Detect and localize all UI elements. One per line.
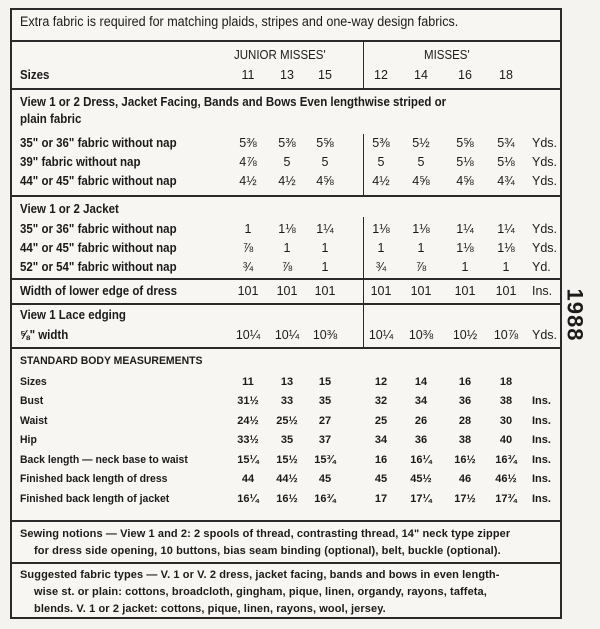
value-cell: 101	[314, 284, 336, 298]
fabric-width-label: 35" or 36" fabric without nap	[20, 222, 177, 236]
measurement-label: Waist	[20, 414, 48, 427]
body-measurements-title: STANDARD BODY MEASUREMENTS	[20, 355, 203, 367]
fabric-width-label: 52" or 54" fabric without nap	[20, 260, 177, 274]
value-cell: 1	[244, 222, 252, 236]
junior-misses-heading: JUNIOR MISSES'	[234, 48, 326, 62]
value-cell: 38	[499, 395, 513, 407]
value-cell: 101	[454, 284, 476, 298]
value-cell: 101	[410, 284, 432, 298]
body-sizes-label: Sizes	[20, 376, 47, 388]
value-cell: 16¾	[314, 492, 336, 505]
value-cell: 17¼	[410, 492, 432, 505]
unit-label: Ins.	[532, 414, 551, 427]
value-cell: 25½	[276, 414, 298, 427]
section-dress-title: View 1 or 2 Dress, Jacket Facing, Bands and Bows Even lengthwise striped or	[20, 95, 447, 109]
value-cell: 1⅛	[497, 241, 515, 255]
value-cell: 4⅝	[316, 174, 334, 188]
value-cell: 101	[237, 284, 259, 298]
size-cell: 12	[374, 68, 388, 82]
value-cell: 5⅜	[278, 136, 296, 150]
fabric-types-label: Suggested fabric types	[20, 569, 144, 581]
value-cell: 5	[321, 155, 329, 169]
measurement-label: Bust	[20, 395, 44, 407]
divider	[12, 88, 560, 90]
value-cell: 33½	[237, 434, 259, 446]
value-cell: 10¼	[235, 328, 261, 342]
unit-label: Ins.	[532, 434, 551, 446]
size-cell: 15	[318, 68, 332, 82]
fabric-width-label: 39" fabric without nap	[20, 155, 141, 169]
value-cell: ⅞	[415, 260, 427, 274]
size-cell: 18	[499, 376, 513, 388]
size-cell: 16	[458, 68, 472, 82]
value-cell: 34	[374, 434, 388, 446]
value-cell: 101	[370, 284, 392, 298]
section-lace-title: View 1 Lace edging	[20, 308, 126, 322]
value-cell: 1¼	[456, 222, 474, 236]
size-cell: 12	[374, 376, 388, 388]
value-cell: 1	[377, 241, 385, 255]
divider	[12, 520, 560, 522]
value-cell: 5⅜	[372, 136, 390, 150]
size-cell: 15	[318, 376, 332, 388]
value-cell: 1	[461, 260, 469, 274]
divider	[12, 195, 560, 197]
value-cell: ¾	[242, 260, 254, 274]
value-cell: ⅞	[281, 260, 293, 274]
value-cell: 4¾	[497, 174, 515, 188]
value-cell: 46	[458, 473, 472, 485]
sewing-notions	[20, 526, 556, 560]
fabric-types	[20, 567, 556, 618]
section-jacket-title: View 1 or 2 Jacket	[20, 202, 119, 216]
yardage-chart	[10, 8, 562, 619]
value-cell: ⅞	[242, 241, 254, 255]
value-cell: 1⅛	[278, 222, 296, 236]
value-cell: 4½	[372, 174, 390, 188]
sizes-label: Sizes	[20, 68, 50, 82]
value-cell: 27	[318, 414, 332, 427]
unit-label: Ins.	[532, 473, 551, 485]
value-cell: 15¾	[314, 453, 336, 466]
misses-heading: MISSES'	[424, 48, 470, 62]
value-cell: 5¾	[497, 136, 515, 150]
value-cell: 44	[241, 473, 255, 485]
sewing-notions-line1: — View 1 and 2: 2 spools of thread, contrasting thread, 14" neck type zipper	[102, 528, 511, 540]
value-cell: 101	[276, 284, 298, 298]
unit-label: Yds.	[532, 328, 558, 342]
size-cell: 16	[458, 376, 472, 388]
value-cell: 5	[377, 155, 385, 169]
value-cell: 10⅜	[408, 328, 434, 342]
size-cell: 13	[280, 68, 294, 82]
size-cell: 18	[499, 68, 513, 82]
value-cell: 101	[495, 284, 517, 298]
fabric-types-line1: — V. 1 or V. 2 dress, jacket facing, bands and bows in even length-	[143, 569, 500, 581]
value-cell: 10¼	[368, 328, 394, 342]
value-cell: 4½	[239, 174, 257, 188]
sewing-notions-label: Sewing notions	[20, 528, 103, 540]
value-cell: 36	[458, 395, 472, 407]
value-cell: 4⅝	[456, 174, 474, 188]
fabric-types-line2: wise st. or plain: cottons, broadcloth, gingham, pique, linen, organdy, rayons, taffeta,	[34, 586, 487, 598]
value-cell: 1	[283, 241, 291, 255]
value-cell: 1	[321, 260, 329, 274]
unit-label: Ins.	[532, 453, 551, 466]
measurement-label: Finished back length of jacket	[20, 492, 170, 505]
value-cell: 15¼	[237, 453, 259, 466]
value-cell: 1	[321, 241, 329, 255]
value-cell: 1	[417, 241, 425, 255]
fabric-width-label: 44" or 45" fabric without nap	[20, 241, 177, 255]
measurement-label: Back length — neck base to waist	[20, 453, 188, 466]
lace-width-label: ⅝" width	[20, 328, 69, 342]
value-cell: 4⅝	[412, 174, 430, 188]
value-cell: 16½	[276, 492, 298, 505]
section-dress-subtitle: plain fabric	[20, 112, 82, 126]
value-cell: 10⅞	[493, 328, 519, 342]
value-cell: 45	[318, 473, 332, 485]
value-cell: 10½	[452, 328, 478, 342]
unit-label: Yds.	[532, 174, 558, 188]
value-cell: 24½	[237, 414, 259, 427]
unit-label: Yds.	[532, 241, 558, 255]
value-cell: 5	[283, 155, 291, 169]
sewing-notions-line2: for dress side opening, 10 buttons, bias seam binding (optional), belt, buckle (optional).	[34, 545, 501, 557]
unit-label: Ins.	[532, 395, 551, 407]
value-cell: 16¼	[237, 492, 259, 505]
value-cell: 37	[318, 434, 332, 446]
value-cell: 36	[414, 434, 428, 446]
divider	[12, 278, 560, 280]
fabric-width-label: 44" or 45" fabric without nap	[20, 174, 177, 188]
value-cell: 16½	[454, 453, 476, 466]
value-cell: 40	[499, 434, 513, 446]
measurement-label: Hip	[20, 434, 37, 446]
value-cell: 5⅜	[239, 136, 257, 150]
unit-label: Ins.	[532, 492, 551, 505]
value-cell: 1	[502, 260, 510, 274]
size-cell: 14	[414, 376, 428, 388]
value-cell: 15½	[276, 453, 298, 466]
value-cell: 45	[374, 473, 388, 485]
divider	[12, 562, 560, 564]
unit-label: Ins.	[532, 284, 553, 298]
value-cell: 25	[374, 414, 388, 427]
value-cell: 35	[280, 434, 294, 446]
value-cell: 16¾	[495, 453, 517, 466]
divider	[12, 347, 560, 349]
value-cell: 26	[414, 414, 428, 427]
value-cell: 1¼	[497, 222, 515, 236]
value-cell: 4½	[278, 174, 296, 188]
value-cell: 5⅛	[497, 155, 515, 169]
value-cell: 10¼	[274, 328, 300, 342]
fabric-types-line3: blends. V. 1 or 2 jacket: cottons, pique, linen, rayons, wool, jersey.	[34, 603, 386, 615]
value-cell: ¾	[375, 260, 387, 274]
divider	[12, 303, 560, 305]
value-cell: 34	[414, 395, 428, 407]
value-cell: 16	[374, 453, 388, 466]
fabric-width-label: 35" or 36" fabric without nap	[20, 136, 177, 150]
value-cell: 1⅛	[456, 241, 474, 255]
size-cell: 11	[242, 376, 254, 388]
value-cell: 30	[499, 414, 513, 427]
value-cell: 17	[374, 492, 388, 505]
value-cell: 5⅝	[456, 136, 474, 150]
value-cell: 44½	[276, 473, 298, 485]
value-cell: 31½	[237, 395, 259, 407]
value-cell: 1⅛	[372, 222, 390, 236]
value-cell: 17¾	[495, 492, 517, 505]
value-cell: 4⅞	[239, 155, 257, 169]
value-cell: 46½	[495, 473, 517, 485]
margin-year-mark: 1988	[562, 288, 588, 342]
value-cell: 5	[417, 155, 425, 169]
value-cell: 16¼	[410, 453, 432, 466]
value-cell: 32	[374, 395, 388, 407]
size-cell: 14	[414, 68, 428, 82]
unit-label: Yds.	[532, 155, 558, 169]
divider	[12, 40, 560, 42]
value-cell: 33	[280, 395, 294, 407]
unit-label: Yd.	[532, 260, 551, 274]
measurement-label: Finished back length of dress	[20, 473, 168, 485]
value-cell: 5⅝	[316, 136, 334, 150]
size-cell: 11	[241, 68, 255, 82]
value-cell: 10⅜	[312, 328, 338, 342]
value-cell: 45½	[410, 473, 432, 485]
unit-label: Yds.	[532, 222, 558, 236]
value-cell: 5⅛	[456, 155, 474, 169]
value-cell: 1⅛	[412, 222, 430, 236]
value-cell: 38	[458, 434, 472, 446]
lower-edge-label: Width of lower edge of dress	[20, 284, 178, 298]
unit-label: Yds.	[532, 136, 558, 150]
value-cell: 1¼	[316, 222, 334, 236]
value-cell: 35	[318, 395, 332, 407]
header-note: Extra fabric is required for matching plaids, stripes and one-way design fabrics.	[20, 14, 459, 29]
value-cell: 5½	[412, 136, 430, 150]
value-cell: 28	[458, 414, 472, 427]
size-cell: 13	[280, 376, 294, 388]
value-cell: 17½	[454, 492, 476, 505]
